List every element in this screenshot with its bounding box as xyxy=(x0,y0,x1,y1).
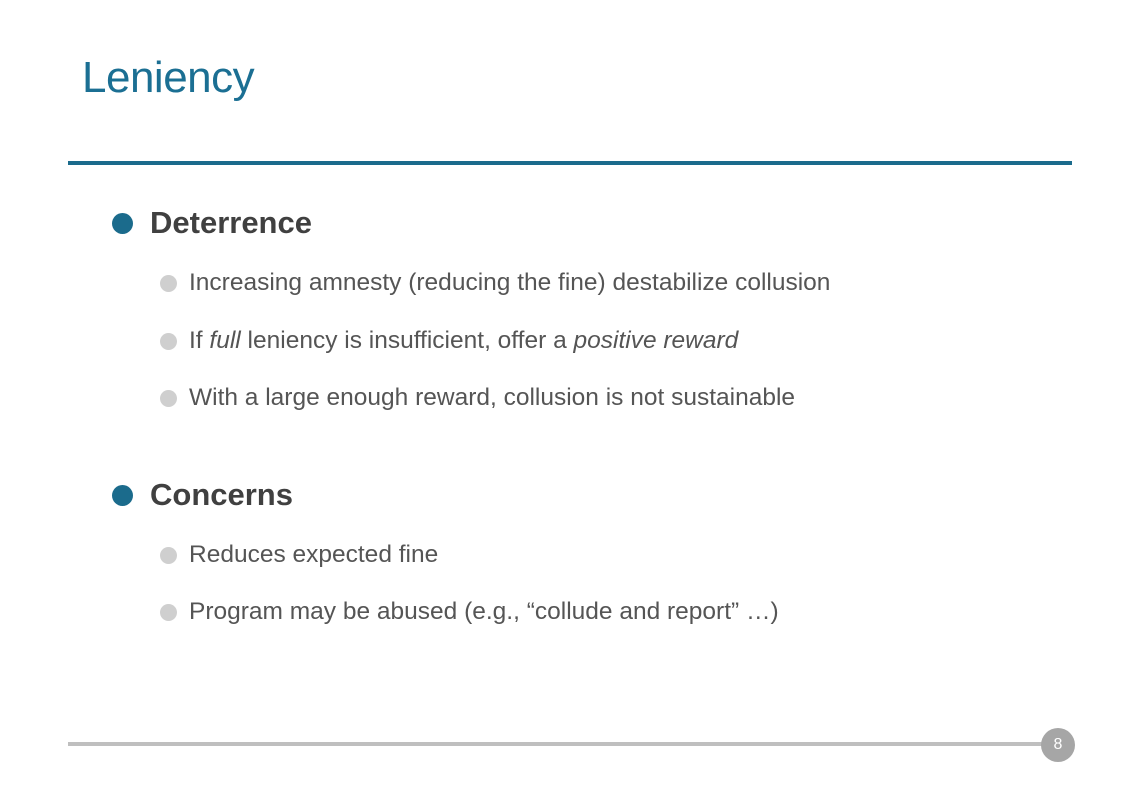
list-item xyxy=(160,597,779,627)
bullet-icon xyxy=(160,275,177,292)
section-concerns xyxy=(112,475,293,515)
bullet-text: Program may be abused (e.g., “collude and report” …) xyxy=(189,598,779,625)
bullet-text: If full leniency is insufficient, offer a positive reward xyxy=(189,327,739,354)
title-divider xyxy=(68,161,1072,165)
list-item xyxy=(160,326,738,356)
bullet-icon xyxy=(160,604,177,621)
bullet-text: With a large enough reward, collusion is not sustainable xyxy=(189,384,796,411)
bullet-icon xyxy=(160,333,177,350)
section-deterrence xyxy=(112,203,312,243)
bullet-icon xyxy=(160,390,177,407)
emphasis-text: full xyxy=(209,327,241,354)
emphasis-text: positive reward xyxy=(573,327,739,354)
list-item xyxy=(160,540,438,570)
bullet-text: Increasing amnesty (reducing the fine) destabilize collusion xyxy=(189,269,831,296)
slide-title: Leniency xyxy=(82,53,255,102)
list-item xyxy=(160,268,830,298)
bullet-text: Reduces expected fine xyxy=(189,541,439,568)
page-number-badge: 8 xyxy=(1041,728,1075,762)
section-bullet-icon xyxy=(112,485,133,506)
bullet-icon xyxy=(160,547,177,564)
section-bullet-icon xyxy=(112,213,133,234)
list-item xyxy=(160,383,795,413)
footer-divider xyxy=(68,742,1048,746)
section-heading: Concerns xyxy=(150,477,293,512)
section-heading: Deterrence xyxy=(150,205,312,240)
